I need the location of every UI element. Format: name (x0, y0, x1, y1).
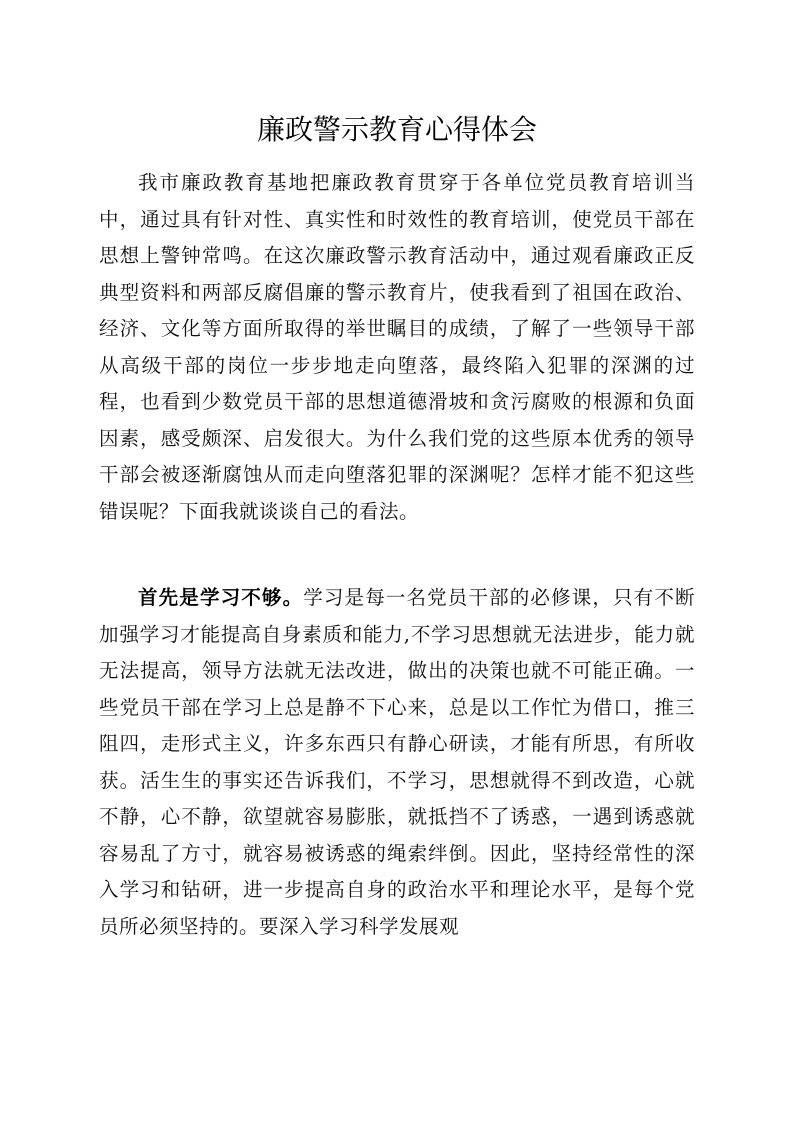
paragraph-first-point (99, 580, 695, 945)
document-title: 廉政警示教育心得体会 (256, 113, 537, 146)
paragraph-intro-text: 我市廉政教育基地把廉政教育贯穿于各单位党员教育培训当中，通过具有针对性、真实性和时效性的教育培训，使党员干部在思想上警钟常鸣。在这次廉政警示教育活动中，通过观看廉政正反典型资料和两部反腐倡廉的警示教育片，使我看到了祖国在政治、经济、文化等方面所取得的举世瞩目的成绩，了解了一些领导干部从高级干部的岗位一步步地走向堕落，最终陷入犯罪的深渊的过程，也看到少数党员干部的思想道德滑坡和贪污腐败的根源和负面因素，感受颇深、启发很大。为什么我们党的这些原本优秀的领导干部会被逐渐腐蚀从而走向堕落犯罪的深渊呢？怎样才能不犯这些错误呢？下面我就谈谈自己的看法。 (99, 171, 695, 523)
paragraph-intro (99, 165, 695, 530)
paragraph-lead-heading: 首先是学习不够。 (138, 586, 304, 609)
paragraph-first-point-text: 学习是每一名党员干部的必修课，只有不断加强学习才能提高自身素质和能力,不学习思想就无法进步，能力就无法提高，领导方法就无法改进，做出的决策也就不可能正确。一些党员干部在学习上总是静不下心来，总是以工作忙为借口，推三阻四，走形式主义，许多东西只有静心研读，才能有所思，有所收获。活生生的事实还告诉我们，不学习，思想就得不到改造，心就不静，心不静，欲望就容易膨胀，就抵挡不了诱惑，一遇到诱惑就容易乱了方寸，就容易被诱惑的绳索绊倒。因此，坚持经常性的深入学习和钻研，进一步提高自身的政治水平和理论水平，是每个党员所必须坚持的。要深入学习科学发展观 (99, 586, 695, 938)
